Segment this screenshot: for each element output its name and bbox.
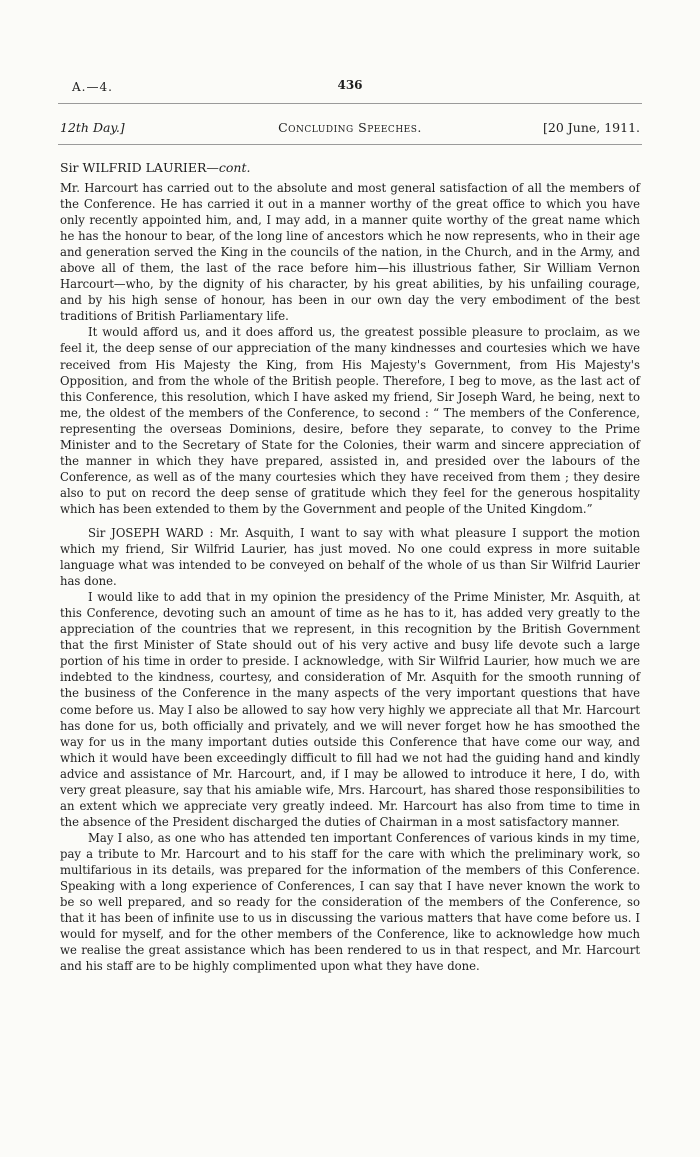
header-day: 12th Day.] — [60, 120, 125, 135]
document-reference: A.—4. — [72, 80, 113, 94]
paragraph: Sir JOSEPH WARD : Mr. Asquith, I want to say with what pleasure I support the motion which my friend, Sir Wilfrid Laurier, has just moved. No one could express in more suitable language what was intended to be conveyed on behalf of the whole of us than Sir Wilfrid Laurier has done. — [60, 525, 640, 589]
paragraph: Mr. Harcourt has carried out to the absolute and most general satisfaction of all the members of the Conference. He has carried it out in a manner worthy of the great office to which you have only recently appointed him, and, I may add, in a manner quite worthy of the great name which he has the honour to bear, of the long line of ancestors which he now represents, who in their age and generation served the King in the councils of the nation, in the Church, and in the Army, and above all of them, the last of the race before him—his illustrious father, Sir William Vernon Harcourt—who, by the dignity of his character, by his great abilities, by his unfailing courage, and by his high sense of honour, has been in our own day the very embodiment of the best traditions of British Parliamentary life. — [60, 181, 640, 324]
header-rule-bottom — [58, 144, 642, 145]
page-number: 436 — [337, 78, 363, 92]
header-date: [20 June, 1911. — [543, 120, 640, 135]
body-text — [60, 180, 640, 974]
running-header — [60, 120, 640, 136]
speaker-name: Sir WILFRID LAURIER — [60, 160, 207, 175]
header-section: Concluding Speeches. — [278, 120, 422, 135]
header-rule-top — [58, 103, 642, 104]
speaker-continuation — [60, 160, 250, 175]
paragraph: I would like to add that in my opinion the presidency of the Prime Minister, Mr. Asquith, at this Conference, devoting such an amount of time as he has to it, has added very greatly to the appreciation of the countries that we represent, in this recognition by the British Government that the first Minister of State should out of his very active and busy life devote such a large portion of his time in order to preside. I acknowledge, with Sir Wilfrid Laurier, how much we are indebted to the kindness, courtesy, and consideration of Mr. Asquith for the smooth running of the business of the Conference in the many aspects of the very important questions that have come before us. May I also be allowed to say how very highly we appreciate all that Mr. Harcourt has done for us, both officially and privately, and we will never forget how he has smoothed the way for us in the many important duties outside this Conference that have come our way, and which it would have been exceedingly difficult to fill had we not had the guiding hand and kindly advice and assistance of Mr. Harcourt, and, if I may be allowed to introduce it here, I do, with very great pleasure, say that his amiable wife, Mrs. Harcourt, has shared those responsibilities to an extent which we appreciate very greatly indeed. Mr. Harcourt has also from time to time in the absence of the President discharged the duties of Chairman in a most satisfactory manner. — [60, 590, 640, 829]
continued-marker: —cont. — [206, 160, 251, 175]
paragraph: May I also, as one who has attended ten important Conferences of various kinds in my time, pay a tribute to Mr. Harcourt and to his staff for the care with which the preliminary work, so multifarious in its details, was prepared for the information of the members of this Conference. Speaking with a long experience of Conferences, I can say that I have never known the work to be so well prepared, and so ready for the consideration of the members of the Conference, so that it has been of infinite use to us in discussing the various matters that have come before us. I would for myself, and for the other members of the Conference, like to acknowledge how much we realise the great assistance which has been rendered to us in that respect, and Mr. Harcourt and his staff are to be highly complimented upon what they have done. — [60, 830, 640, 974]
paragraph: It would afford us, and it does afford us, the greatest possible pleasure to proclaim, as we feel it, the deep sense of our appreciation of the many kindnesses and courtesies which we have received from His Majesty the King, from His Majesty's Government, from His Majesty's Opposition, and from the whole of the British people. Therefore, I beg to move, as the last act of this Conference, this resolution, which I have asked my friend, Sir Joseph Ward, he being, next to me, the oldest of the members of the Conference, to second : “ The members of the Conference, representing the overseas Dominions, desire, before they separate, to convey to the Prime Minister and to the Secretary of State for the Colonies, their warm and sincere appreciation of the manner in which they have prepared, assisted in, and presided over the labours of the Conference, as well as of the many courtesies which they have received from them ; they desire also to put on record the deep sense of gratitude which they feel for the generous hospitality which has been extended to them by the Government and people of the United Kingdom.” — [60, 325, 640, 516]
